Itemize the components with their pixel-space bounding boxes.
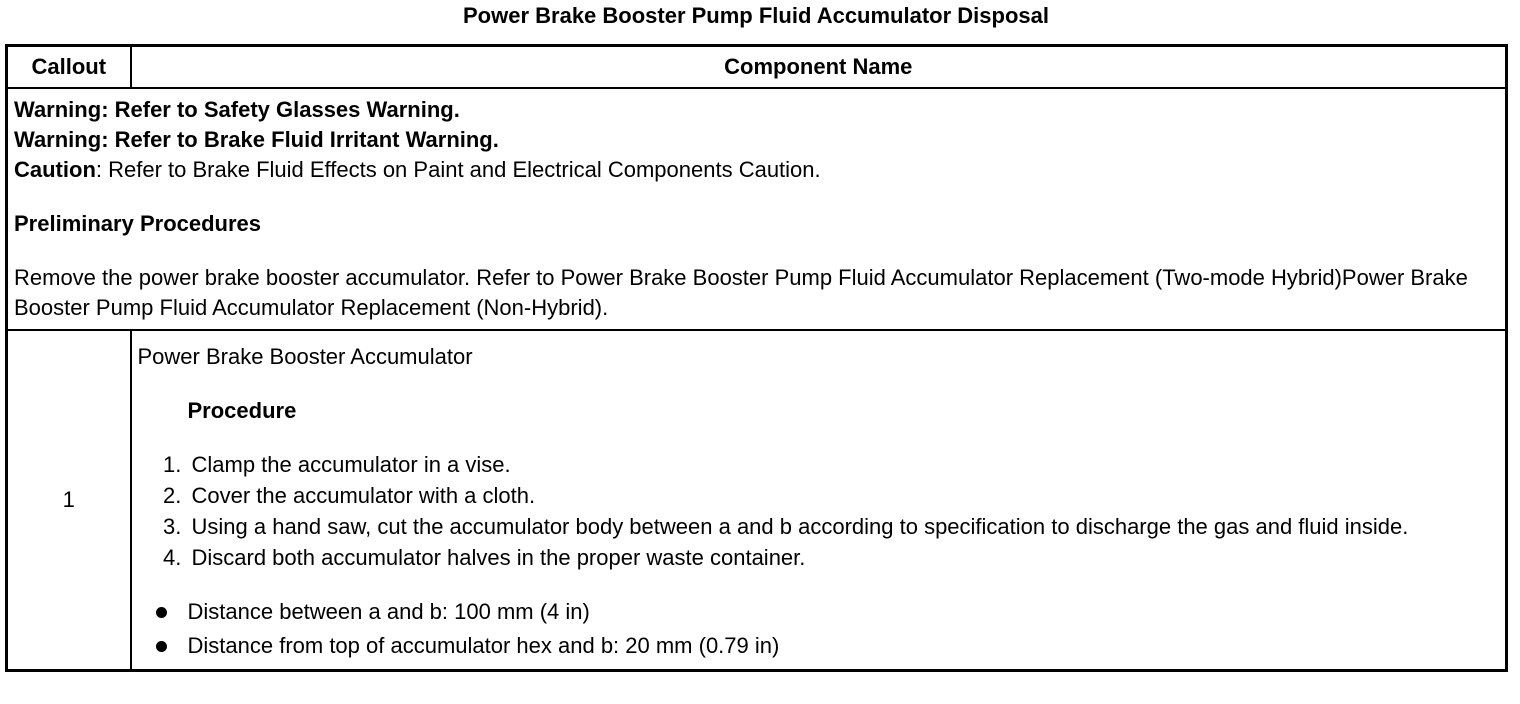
callout-number: 1 [7,330,131,671]
preliminary-procedures-text: Remove the power brake booster accumulator. Refer to Power Brake Booster Pump Fluid Accumulator Replacement (Two-mode Hybrid)Power Brake Booster Pump Fluid Accumulator Replacement (Non-Hybrid). [14,265,1468,320]
specification-text: Distance from top of accumulator hex and b: 20 mm (0.79 in) [187,633,780,658]
bullet-icon [156,641,167,652]
procedure-step: 1. Clamp the accumulator in a vise. [188,449,1500,480]
specification-list [138,595,1500,663]
table-row [7,330,1507,671]
caution-label: Caution [14,157,96,182]
warning-safety-glasses [14,95,1499,125]
specification-item [138,629,1500,663]
callout-column-header: Callout [7,46,131,89]
notes-cell [7,88,1507,330]
procedure-step: 3. Using a hand saw, cut the accumulator body between a and b according to specification to discharge the gas and fluid inside. [188,511,1500,542]
procedure-step: 2. Cover the accumulator with a cloth. [188,480,1500,511]
preliminary-procedures-heading: Preliminary Procedures [14,211,262,236]
procedure-heading: Procedure [187,398,297,423]
specification-text: Distance between a and b: 100 mm (4 in) [187,599,590,624]
caution-note [14,155,1499,185]
table-header-row [7,46,1507,89]
warning-label: Warning [14,97,102,122]
warning-brake-fluid [14,125,1499,155]
procedure-step: 4. Discard both accumulator halves in the proper waste container. [188,542,1500,573]
component-name: Power Brake Booster Accumulator [137,344,473,369]
component-name-column-header: Component Name [131,46,1507,89]
procedure-steps [138,449,1500,573]
warning-label: Warning [14,127,102,152]
bullet-icon [156,607,167,618]
notes-row [7,88,1507,330]
document-title: Power Brake Booster Pump Fluid Accumulator Disposal [463,3,1049,28]
procedure-table [5,44,1508,672]
specification-item [138,595,1500,629]
warning-text: : Refer to Safety Glasses Warning. [101,97,460,122]
warning-text: : Refer to Brake Fluid Irritant Warning. [101,127,499,152]
caution-text: : Refer to Brake Fluid Effects on Paint and Electrical Components Caution. [95,157,821,182]
component-cell [131,330,1507,671]
